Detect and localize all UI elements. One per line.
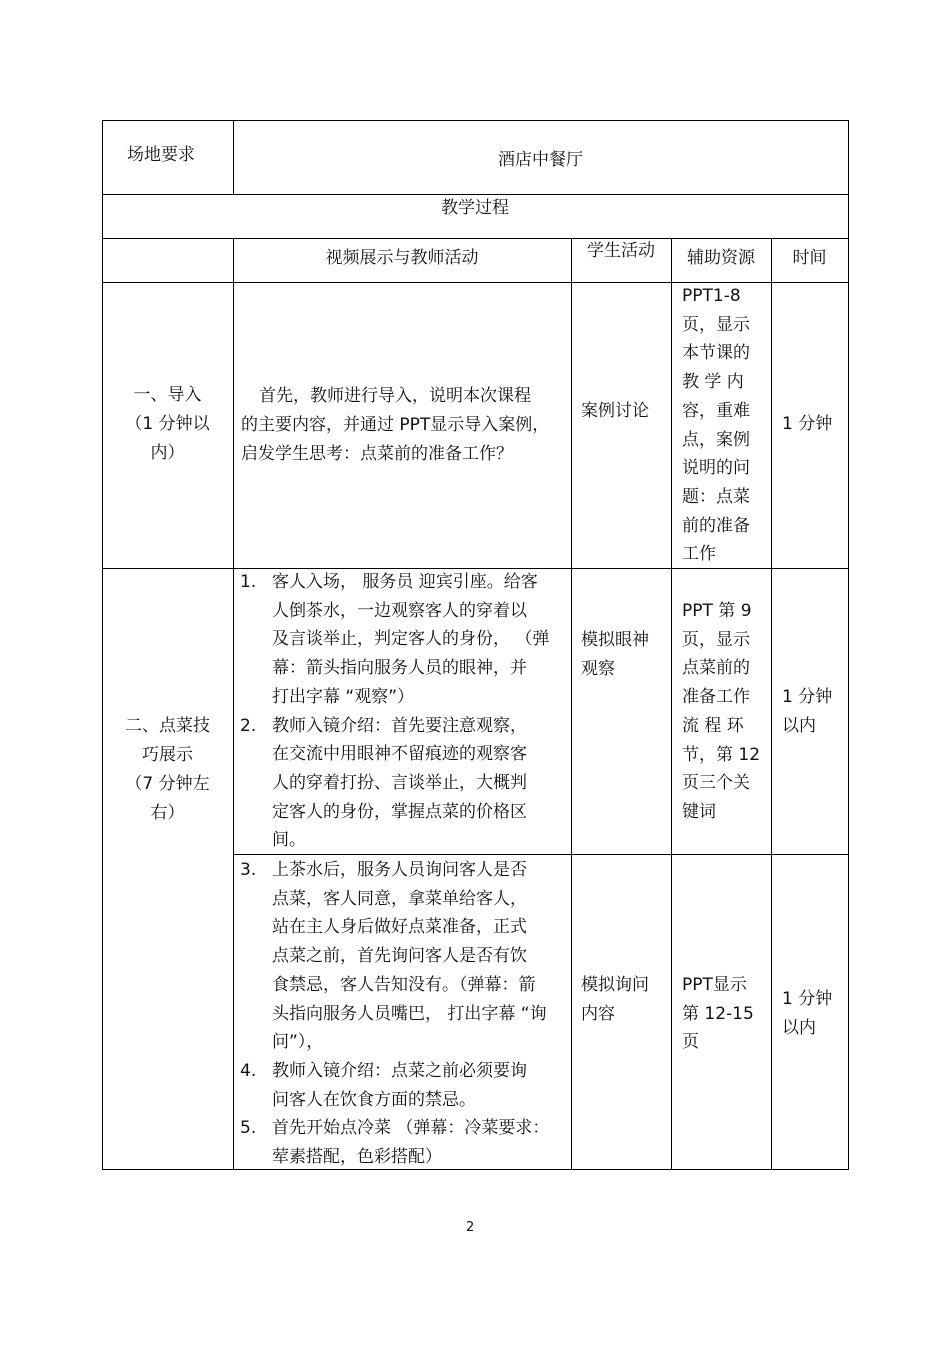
step-number: 2. [240,715,257,736]
teacher-activity-intro [241,382,566,469]
list-item [240,1057,570,1114]
text-line: 第 12-15 [682,1003,754,1024]
text-line: 页，显示 [682,314,750,335]
text-line: 人的穿着打扮、言谈举止，大概判 [272,772,527,793]
text-line: 说明的问 [682,458,750,479]
text-line: 内容 [581,1004,615,1024]
text-line: 教 学 内 [682,372,744,393]
text-line: 点菜，客人同意，拿菜单给客人， [272,888,527,909]
text-line: 上茶水后，服务人员询问客人是否 [272,860,527,880]
text-line: 准备工作 [682,687,750,708]
text-line: 间。 [272,830,306,851]
text-line: 及言谈举止，判定客人的身份， （弹 [272,629,550,650]
rule [233,238,234,1170]
time-demo [782,683,832,741]
header-time: 时间 [792,248,827,268]
text-line: 点菜之前，首先询问客人是否有饮 [272,946,527,967]
text-line: 1 分钟 [782,414,833,434]
rule [571,238,572,1170]
resource-intro [682,282,766,569]
venue-value: 酒店中餐厅 [498,150,583,170]
text-line: 键词 [682,801,716,822]
text-line: 1 分钟 [782,687,833,707]
rule [102,120,849,121]
rule [102,120,103,1170]
text-line: 在交流中用眼神不留痕迹的观察客 [272,744,527,765]
text-line: 教师入镜介绍：点菜之前必须要询 [272,1060,527,1081]
list-item [240,568,570,712]
text-line: 点菜前的 [682,658,750,679]
text-line: 工作 [682,544,716,565]
page-number: 2 [466,1220,475,1235]
text-line: 本节课的 [682,343,750,364]
stage-line: 内） [150,443,185,463]
step-number: 4. [240,1060,257,1081]
text-line: 站在主人身后做好点菜准备，正式 [272,917,527,938]
student-activity-intro [581,397,649,426]
step-number: 1. [240,572,257,592]
rule [848,120,849,1170]
rule [102,238,849,239]
stage-line: （7 分钟左 [125,774,210,794]
teacher-activity-steps-2 [240,856,570,1172]
stage-demo [102,712,233,828]
header-resources: 辅助资源 [687,248,755,268]
list-item [240,856,570,1057]
stage-line: 一、导入 [133,385,202,405]
text-line: 荤素搭配，色彩搭配） [272,1147,442,1168]
text-line: 首先，教师进行导入，说明本次课程 [259,386,531,406]
student-activity-inquiry [581,971,649,1029]
teacher-activity-steps-1 [240,568,570,855]
text-line: PPT1-8 [682,286,741,306]
list-item [240,712,570,856]
stage-line: 右） [150,803,185,823]
time-inquiry [782,985,832,1043]
text-line: 页三个关 [682,773,750,794]
text-line: 案例讨论 [581,401,649,421]
text-line: 前的准备 [682,515,750,536]
text-line: 流 程 环 [682,715,744,736]
stage-intro [102,381,233,468]
step-number: 5. [240,1118,257,1139]
process-title: 教学过程 [441,198,509,218]
rule [671,238,672,1170]
step-number: 3. [240,860,257,880]
stage-line: （1 分钟以 [125,414,210,434]
header-student-activity: 学生活动 [587,241,655,261]
student-activity-demo [581,626,649,684]
time-intro [782,410,832,439]
text-line: 点，案例 [682,429,750,450]
text-line: 以内 [782,716,816,736]
text-line: 节，第 12 [682,744,761,765]
text-line: 的主要内容，并通过 PPT显示导入案例， [241,415,550,435]
text-line: 1 分钟 [782,989,833,1009]
stage-line: 二、点菜技 [125,716,210,736]
text-line: 人倒茶水，一边观察客人的穿着以 [272,600,527,621]
text-line: PPT 第 9 [682,601,752,621]
text-line: 页 [682,1032,699,1053]
text-line: PPT显示 [682,975,747,995]
text-line: 问”）， [272,1032,324,1053]
text-line: 食禁忌，客人告知没有。（弹幕：箭 [272,974,536,995]
text-line: 定客人的身份，掌握点菜的价格区 [272,801,527,822]
text-line: 模拟眼神 [581,630,649,650]
text-line: 幕：箭头指向服务人员的眼神，并 [272,658,527,679]
text-line: 以内 [782,1018,816,1038]
text-line: 容，重难 [682,400,750,421]
text-line: 打出字幕 “观察”） [272,686,415,707]
list-item [240,1114,570,1171]
resource-demo [682,597,766,827]
resource-inquiry [682,971,766,1057]
text-line: 题：点菜 [682,486,750,507]
text-line: 客人入场， 服务员 迎宾引座。给客 [272,572,538,592]
header-teacher-activity: 视频展示与教师活动 [325,248,479,268]
text-line: 页，显示 [682,629,750,650]
text-line: 问客人在饮食方面的禁忌。 [272,1089,476,1110]
text-line: 教师入镜介绍：首先要注意观察， [272,715,527,736]
venue-label: 场地要求 [127,145,195,165]
text-line: 首先开始点冷菜 （弹幕：冷菜要求： [272,1118,550,1139]
text-line: 模拟询问 [581,975,649,995]
rule [771,238,772,1170]
text-line: 头指向服务人员嘴巴， 打出字幕 “询 [272,1003,547,1024]
text-line: 启发学生思考：点菜前的准备工作？ [241,444,513,464]
stage-line: 巧展示 [142,745,193,765]
text-line: 观察 [581,659,615,679]
